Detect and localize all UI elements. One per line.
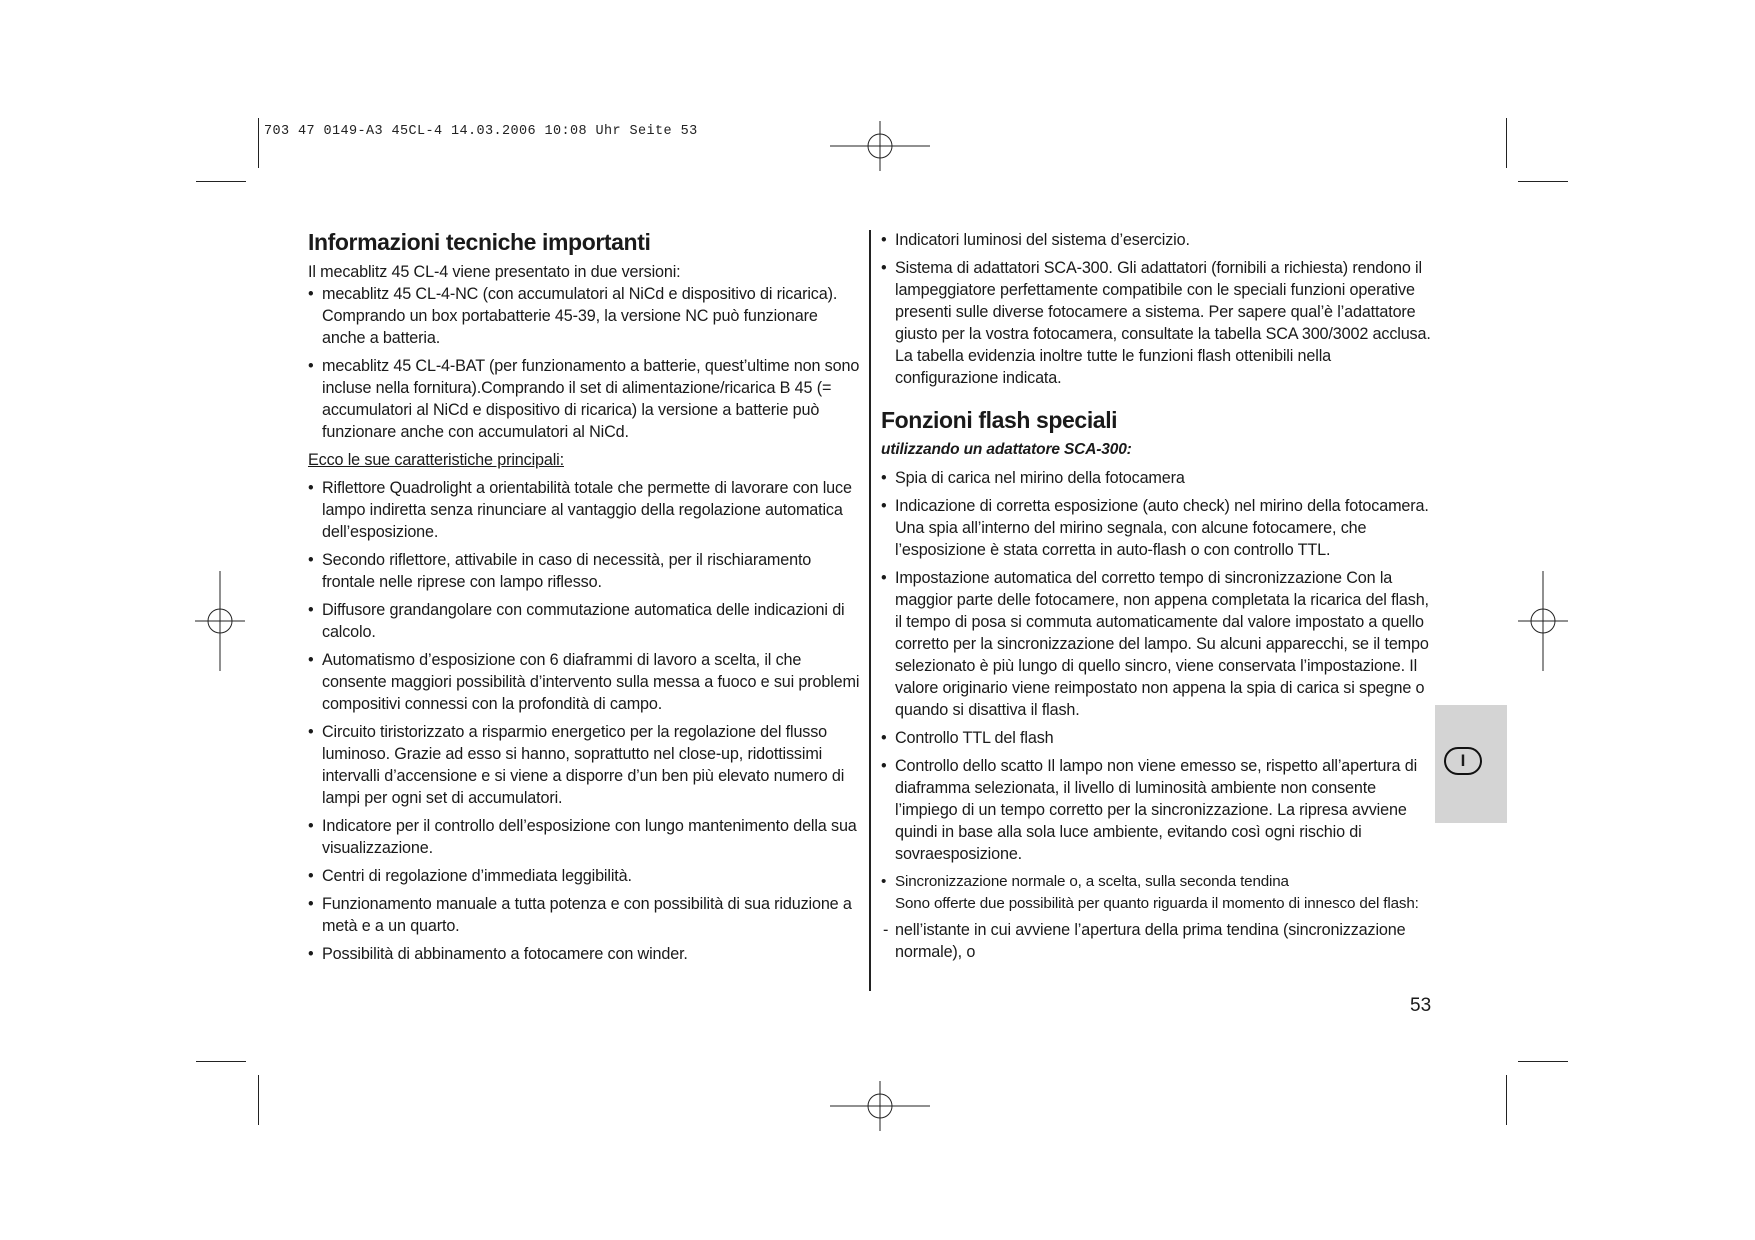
list-item [881, 871, 1436, 915]
list-item: • Spia di carica nel mirino della fotocamera [881, 467, 1436, 489]
list-item: • Funzionamento manuale a tutta potenza e con possibilità di sua riduzione a metà e a un quarto. [308, 893, 863, 937]
registration-mark-icon [830, 121, 930, 171]
list-item: • Centri di regolazione d’immediata leggibilità. [308, 865, 863, 887]
list-item: • Controllo TTL del flash [881, 727, 1436, 749]
section-subheading: utilizzando un adattatore SCA-300: [881, 441, 1132, 458]
list-item: • Controllo dello scatto Il lampo non viene emesso se, rispetto all’apertura di diaframma selezionata, il livello di luminosità ambiente non consente l’impiego di un tempo corretto per la sincronizzazione. La ripresa avviene quindi in base alla sola luce ambiente, evitando così ogni rischio di sovraesposizione. [881, 755, 1436, 865]
list-item: • Automatismo d’esposizione con 6 diaframmi di lavoro a scelta, il che consente maggiori possibilità d’intervento sulla messa a fuoco e sui problemi compositivi connessi con la profondità di campo. [308, 649, 863, 715]
features-heading: Ecco le sue caratteristiche principali: [308, 451, 564, 469]
registration-mark-icon [195, 571, 245, 671]
crop-mark [196, 1061, 246, 1062]
crop-mark [1518, 1061, 1568, 1062]
versions-list [308, 283, 863, 443]
list-item: • mecablitz 45 CL-4-BAT (per funzionamento a batterie, quest’ultime non sono incluse nella fornitura).Comprando il set di alimentazione/ricarica B 45 (= accumulatori al NiCd e dispositivo di ricarica) la versione a batterie può funzionare anche con accumulatori al NiCd. [308, 355, 863, 443]
crop-mark [258, 118, 259, 168]
page-number: 53 [1410, 995, 1432, 1016]
intro-text: Il mecablitz 45 CL-4 viene presentato in due versioni: [308, 263, 681, 281]
crop-mark [1518, 181, 1568, 182]
registration-mark-icon [1518, 571, 1568, 671]
crop-mark [1506, 1075, 1507, 1125]
list-item: - nell’istante in cui avviene l’apertura della prima tendina (sincronizzazione normale), o [881, 919, 1436, 963]
sync-item-title: Sincronizzazione normale o, a scelta, sulla seconda tendina [895, 873, 1289, 890]
crop-mark [258, 1075, 259, 1125]
crop-mark [196, 181, 246, 182]
column-divider [869, 230, 871, 991]
right-column [881, 229, 1436, 969]
list-item: • mecablitz 45 CL-4-NC (con accumulatori al NiCd e dispositivo di ricarica). Comprando un box portabatterie 45-39, la versione NC può funzionare anche a batteria. [308, 283, 863, 349]
list-item: • Riflettore Quadrolight a orientabilità totale che permette di lavorare con luce lampo indiretta senza rinunciare al vantaggio della regolazione automatica dell’esposizione. [308, 477, 863, 543]
print-slug: 703 47 0149-A3 45CL-4 14.03.2006 10:08 Uhr Seite 53 [264, 124, 698, 139]
list-item: • Circuito tiristorizzato a risparmio energetico per la regolazione del flusso luminoso. Grazie ad esso si hanno, soprattutto nel close-up, ridottissimi intervalli d’accensione e si viene a disporre d’un ben più elevato numero di lampi per ogni set di accumulatori. [308, 721, 863, 809]
top-items-list [881, 229, 1436, 389]
list-item: • Diffusore grandangolare con commutazione automatica delle indicazioni di calcolo. [308, 599, 863, 643]
list-item: • Impostazione automatica del corretto tempo di sincronizzazione Con la maggior parte delle fotocamere, non appena completata la ricarica del flash, il tempo di posa si commuta automaticamente dal valore impostato a quello corretto per la sincronizzazione del lampo. Su alcuni apparecchi, se il tempo selezionato è più lungo di quello sincro, viene conservata l’impostazione. Il valore originario viene reimpostato non appena la spia di carica si spegne o quando si disattiva il flash. [881, 567, 1436, 721]
left-column [308, 228, 863, 971]
language-tab-letter: I [1444, 747, 1482, 775]
list-item: • Indicazione di corretta esposizione (auto check) nel mirino della fotocamera. Una spia all’interno del mirino segnala, con alcune fotocamere, che l’esposizione è stata corretta in auto-flash o con controllo TTL. [881, 495, 1436, 561]
list-item: • Secondo riflettore, attivabile in caso di necessità, per il rischiaramento frontale nelle riprese con lampo riflesso. [308, 549, 863, 593]
section-heading: Fonzioni flash speciali [881, 407, 1118, 433]
section-heading: Informazioni tecniche importanti [308, 229, 651, 255]
list-item: • Sistema di adattatori SCA-300. Gli adattatori (fornibili a richiesta) rendono il lampeggiatore perfettamente compatibile con le speciali funzioni operative presenti sulle diverse fotocamere a sistema. Per sapere qual’è l’adattatore giusto per la vostra fotocamera, consultate la tabella SCA 300/3002 acclusa. La tabella evidenzia inoltre tutte le funzioni flash ottenibili nella configurazione indicata. [881, 257, 1436, 389]
crop-mark [1506, 118, 1507, 168]
registration-mark-icon [830, 1081, 930, 1131]
features-list [308, 477, 863, 965]
list-item: • Possibilità di abbinamento a fotocamere con winder. [308, 943, 863, 965]
special-functions-list [881, 467, 1436, 963]
sync-item-text: Sono offerte due possibilità per quanto riguarda il momento di innesco del flash: [895, 895, 1419, 912]
list-item: • Indicatori luminosi del sistema d’esercizio. [881, 229, 1436, 251]
list-item: • Indicatore per il controllo dell’esposizione con lungo mantenimento della sua visualizzazione. [308, 815, 863, 859]
